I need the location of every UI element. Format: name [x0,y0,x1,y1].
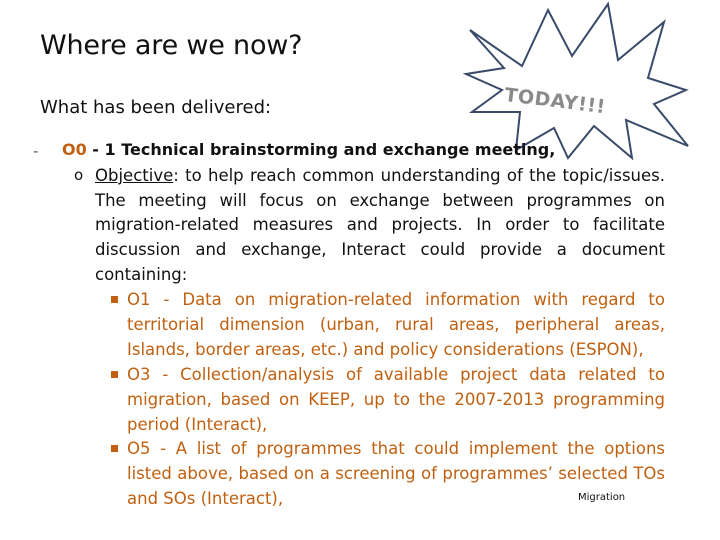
square-bullet-icon [111,296,118,303]
deliverable-heading [62,140,555,159]
deliverable-title: - 1 Technical brainstorming and exchange meeting, [86,140,556,159]
list-dash-bullet: - [33,142,39,160]
deliverable-code: O0 [62,140,87,159]
footer-tag: Migration [578,492,626,503]
square-bullet-icon [111,371,118,378]
slide-subtitle: What has been delivered: [40,97,272,118]
objective-label: Objective [95,166,174,185]
slide-title: Where are we now? [40,30,303,61]
objective-text: : to help reach common understanding of the topic/issues. The meeting will focus on exchange between programmes on migration-related measures and projects. In order to facilitate discussion and exchange, Interact could provide a document containing: [95,166,665,284]
sub-item-o5: O5 - A list of programmes that could implement the options listed above, based on a screening of programmes’ selected TOs and SOs (Interact), [127,439,665,508]
today-callout-text: TODAY!!! [503,84,607,119]
objective-paragraph [95,164,665,288]
circle-bullet: o [74,166,84,184]
starburst-callout-icon [462,0,692,160]
square-bullet-icon [111,445,118,452]
sub-item-o1: O1 - Data on migration-related information with regard to territorial dimension (urban, rural areas, peripheral areas, Islands, border areas, etc.) and policy considerations (ESPON), [127,290,665,359]
sub-item-o3: O3 - Collection/analysis of available project data related to migration, based on KEEP, up to the 2007-2013 programming period (Interact), [127,365,665,434]
